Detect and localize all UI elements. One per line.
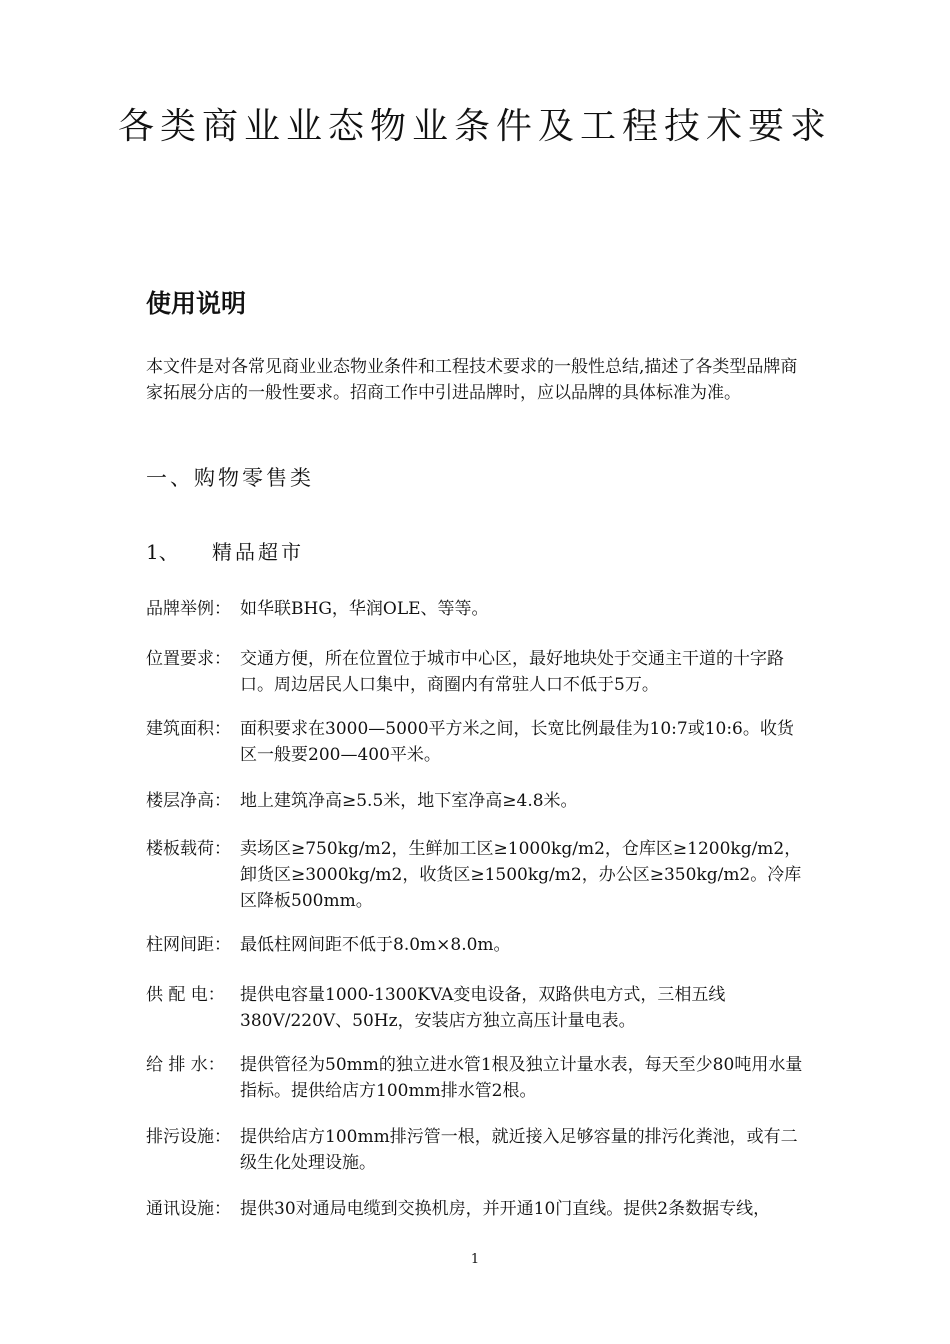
- requirement-item-location: [146, 646, 810, 698]
- item-label: 位置要求：: [146, 649, 231, 669]
- requirement-item-clear-height: [146, 788, 810, 814]
- item-value: 提供给店方100mm排污管一根，就近接入足够容量的排污化粪池，或有二级生化处理设施。: [240, 1127, 798, 1173]
- requirement-item-floor-area: [146, 716, 810, 768]
- requirement-item-floor-load: [146, 836, 810, 914]
- requirement-item-telecom: [146, 1196, 810, 1222]
- item-label: 品牌举例：: [146, 599, 231, 619]
- item-label: 楼板载荷：: [146, 839, 231, 859]
- usage-paragraph: 本文件是对各常见商业业态物业条件和工程技术要求的一般性总结,描述了各类型品牌商家拓展分店的一般性要求。招商工作中引进品牌时，应以品牌的具体标准为准。: [146, 357, 798, 403]
- item-label: 楼层净高：: [146, 791, 231, 811]
- item-label: 建筑面积：: [146, 719, 231, 739]
- item-label: 柱网间距：: [146, 935, 231, 955]
- item-value: 如华联BHG，华润OLE、等等。: [240, 599, 489, 619]
- usage-heading: 使用说明: [146, 289, 247, 318]
- subsection-heading-supermarket: [146, 536, 304, 565]
- item-value: 面积要求在3000—5000平方米之间，长宽比例最佳为10:7或10:6。收货区一般要200—400平米。: [240, 719, 794, 765]
- requirement-item-water: [146, 1052, 810, 1104]
- item-value: 地上建筑净高≥5.5米，地下室净高≥4.8米。: [240, 791, 578, 811]
- item-value: 最低柱网间距不低于8.0m×8.0m。: [240, 935, 511, 955]
- item-label: 通讯设施：: [146, 1199, 231, 1219]
- item-label: 供 配 电：: [146, 985, 225, 1005]
- requirement-item-power-supply: [146, 982, 810, 1034]
- requirement-item-column-grid: [146, 932, 810, 958]
- subsection-number: 1、: [146, 540, 179, 564]
- document-title: 各类商业业态物业条件及工程技术要求: [117, 106, 832, 147]
- item-value: 提供管径为50mm的独立进水管1根及独立计量水表，每天至少80吨用水量指标。提供给店方100mm排水管2根。: [240, 1055, 803, 1101]
- item-value: 提供电容量1000-1300KVA变电设备，双路供电方式，三相五线380V/220V、50Hz，安装店方独立高压计量电表。: [240, 985, 726, 1031]
- requirement-item-brand-examples: [146, 596, 810, 622]
- item-value: 提供30对通局电缆到交换机房，并开通10门直线。提供2条数据专线，: [240, 1199, 771, 1219]
- item-value: 交通方便，所在位置位于城市中心区，最好地块处于交通主干道的十字路口。周边居民人口集中，商圈内有常驻人口不低于5万。: [240, 649, 784, 695]
- subsection-title: 精品超市: [212, 540, 304, 564]
- item-label: 排污设施：: [146, 1127, 231, 1147]
- requirement-item-sewage: [146, 1124, 810, 1176]
- page-number: 1: [470, 1252, 480, 1267]
- item-value: 卖场区≥750kg/m2，生鲜加工区≥1000kg/m2，仓库区≥1200kg/m2，卸货区≥3000kg/m2，收货区≥1500kg/m2，办公区≥350kg/m2。冷库区降板500mm。: [240, 839, 802, 911]
- item-label: 给 排 水：: [146, 1055, 225, 1075]
- section-heading-retail: 一、购物零售类: [146, 466, 314, 490]
